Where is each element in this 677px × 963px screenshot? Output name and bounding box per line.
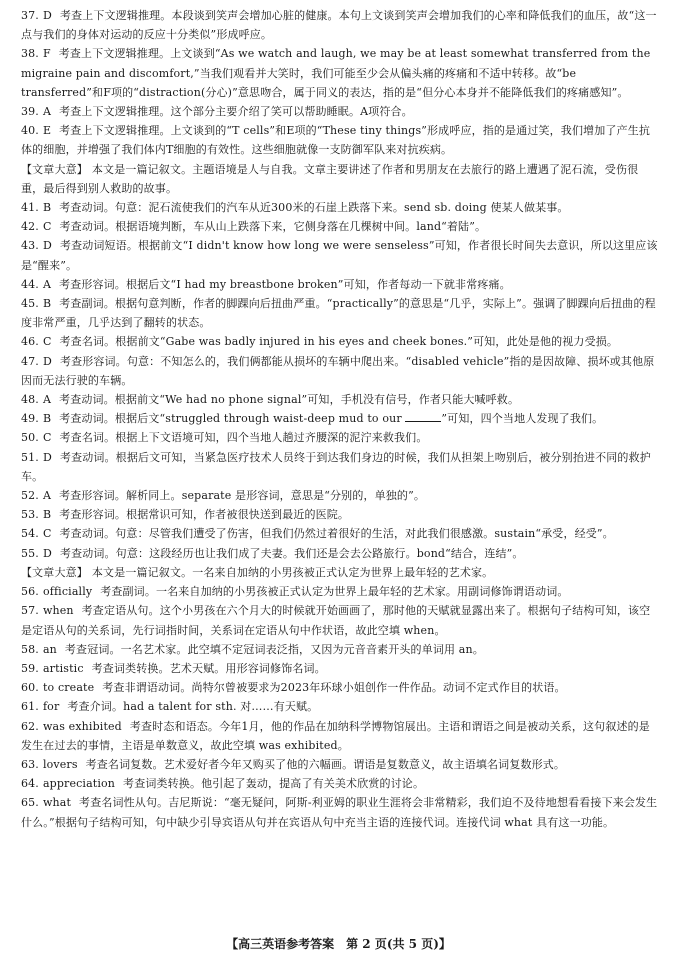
entry-answer: D <box>42 9 52 22</box>
entry-explanation: 考查上下文逻辑推理。这个部分主要介绍了笑可以帮助睡眠。A项符合。 <box>59 105 413 119</box>
answer-entry <box>21 582 658 601</box>
entry-explanation: 考查动词。根据前文“We had no phone signal”可知，手机没有信号，作者只能大喊呼救。 <box>59 393 520 407</box>
entry-number: 37. <box>21 9 39 22</box>
entry-explanation: 考查动词。根据语境判断，车从山上跌落下来，它侧身落在几棵树中间。land“着陆”。 <box>59 220 487 234</box>
entry-answer: A <box>42 489 52 503</box>
entry-answer: an <box>42 642 57 656</box>
entry-number: 43. <box>21 239 39 253</box>
entry-explanation: 考查时态和语态。今年1月，他的作品在加纳科学博物馆展出。主语和谓语之间是被动关系，这句叙述的是发生在过去的事情，主语是单数意义，故此空填 was exhibited。 <box>21 719 650 752</box>
answer-entry <box>21 352 658 390</box>
entry-explanation: 考查非谓语动词。尚特尔曾被要求为2023年环球小姐创作一件作品。动词不定式作目的状语。 <box>102 681 566 695</box>
entry-number: 63. <box>21 757 39 771</box>
entry-explanation: 考查动词。句意：泥石流使我们的汽车从近300米的石崖上跌落下来。send sb. doing 使某人做某事。 <box>59 201 569 215</box>
answer-entry <box>21 486 658 505</box>
answer-entry <box>21 275 658 294</box>
entry-explanation: 考查动词。句意：这段经历也让我们成了夫妻。我们还是会去公路旅行。bond“结合，连结”。 <box>59 546 524 560</box>
answer-entry <box>21 390 658 409</box>
entry-explanation: 考查名词性从句。吉尼斯说：“毫无疑问，阿斯-利亚姆的职业生涯将会非常精彩，我们迫不及待地想看看接下来会发生什么。”根据句子结构可知，句中缺少引导宾语从句并在宾语从句中充当主语的连接代词。连接代词 what 具有这一功能。 <box>21 796 658 829</box>
answer-entry <box>21 102 658 121</box>
entry-answer: officially <box>42 585 93 599</box>
answer-entry <box>21 544 658 563</box>
entry-number: 46. <box>21 335 39 349</box>
answer-entry <box>21 294 658 332</box>
entry-number: 50. <box>21 431 39 445</box>
entry-number: 55. <box>21 546 39 560</box>
entry-explanation: 考查动词。根据后文可知，当紧急医疗技术人员终于到达我们身边的时候，我们从担架上吻别后，被分别抬进不同的救护车。 <box>21 450 651 483</box>
entry-explanation: 考查形容词。根据常识可知，作者被很快送到最近的医院。 <box>59 508 350 522</box>
answer-entry <box>21 505 658 524</box>
entry-explanation: 考查词类转换。他引起了轰动，提高了有关美术欣赏的讨论。 <box>123 777 425 791</box>
entry-answer: C <box>42 220 52 234</box>
entry-answer: D <box>42 354 52 368</box>
entry-number: 57. <box>21 604 39 618</box>
entry-explanation: 考查上下文逻辑推理。本段谈到笑声会增加心脏的健康。本句上文谈到笑声会增加我们的心率和降低我们的血压，故“这一点与我们的身体对运动的反应十分类似”形成呼应。 <box>21 9 657 42</box>
entry-explanation: 本文是一篇记叙文。主题语境是人与自我。文章主要讲述了作者和男朋友在去旅行的路上遭遇了泥石流，受伤很重，最后得到别人救助的故事。 <box>21 162 639 195</box>
entry-answer: A <box>42 105 52 119</box>
answer-entry <box>21 697 658 716</box>
answer-key-body <box>21 6 658 832</box>
entry-number: 60. <box>21 681 39 695</box>
entry-answer: lovers <box>42 757 78 771</box>
entry-answer: to create <box>42 681 95 695</box>
entry-explanation: 考查名词。根据上下文语境可知，四个当地人趟过齐腰深的泥泞来救我们。 <box>59 431 428 445</box>
entry-explanation: 考查冠词。一名艺术家。此空填不定冠词表泛指，又因为元音音素开头的单词用 an。 <box>64 642 484 656</box>
entry-answer: was exhibited <box>42 719 122 733</box>
answer-entry <box>21 428 658 447</box>
entry-answer: D <box>42 450 52 464</box>
entry-number: 56. <box>21 585 39 599</box>
entry-number: 【文章大意】 <box>21 565 88 579</box>
entry-answer: when <box>42 604 74 618</box>
entry-number: 48. <box>21 393 39 407</box>
entry-number: 51. <box>21 450 39 464</box>
entry-answer: F <box>42 47 51 61</box>
entry-answer: C <box>42 527 52 541</box>
entry-explanation: 考查上下文逻辑推理。上文谈到“As we watch and laugh, we may be at least somewhat transferred from the migraine pain and discomfort,”当我们观看并大笑时，我们可能至少会从偏头痛的疼痛和不适中转移。故“be transferred”和F项的“distraction(分心)”意思吻合，属于同义的表达，指的是“但分心本身并不能降低我们的疼痛感知”。 <box>21 47 651 99</box>
entry-answer: B <box>42 508 52 522</box>
answer-entry <box>21 793 658 831</box>
entry-explanation: 考查副词。根据句意判断，作者的脚踝向后扭曲严重。“practically”的意思是“几乎，实际上”。强调了脚踝向后扭曲的程度非常严重，几乎达到了翻转的状态。 <box>21 297 656 330</box>
entry-answer: C <box>42 335 52 349</box>
entry-answer: C <box>42 431 52 445</box>
fill-in-blank <box>405 410 441 422</box>
entry-number: 54. <box>21 527 39 541</box>
entry-number: 44. <box>21 277 39 291</box>
entry-explanation: 考查名词。根据前文“Gabe was badly injured in his eyes and cheek bones.”可知，此处是他的视力受损。 <box>59 335 619 349</box>
entry-number: 38. <box>21 47 39 61</box>
entry-number: 58. <box>21 642 39 656</box>
entry-number: 65. <box>21 796 39 810</box>
answer-entry <box>21 601 658 639</box>
answer-entry <box>21 6 658 44</box>
entry-number: 62. <box>21 719 39 733</box>
entry-answer: appreciation <box>42 777 116 791</box>
entry-answer: A <box>42 277 52 291</box>
entry-explanation: 考查动词。根据后文“struggled through waist-deep mud to our ”可知，四个当地人发现了我们。 <box>59 412 604 426</box>
answer-entry <box>21 44 658 102</box>
entry-number: 52. <box>21 489 39 503</box>
entry-number: 39. <box>21 105 39 119</box>
entry-explanation: 考查形容词。句意：不知怎么的，我们俩都能从损坏的车辆中爬出来。“disabled vehicle”指的是因故障、损坏或其他原因而无法行驶的车辆。 <box>21 354 655 387</box>
entry-answer: D <box>42 239 52 253</box>
entry-number: 42. <box>21 220 39 234</box>
answer-entry <box>21 121 658 159</box>
entry-explanation: 考查定语从句。这个小男孩在六个月大的时候就开始画画了，那时他的天赋就显露出来了。根据句子结构可知，该空是定语从句的关系词，先行词指时间，关系词在定语从句中作状语，故此空填 when。 <box>21 604 651 637</box>
entry-answer: B <box>42 297 52 311</box>
entry-answer: B <box>42 412 52 426</box>
entry-answer: D <box>42 546 52 560</box>
entry-number: 53. <box>21 508 39 522</box>
entry-number: 47. <box>21 354 39 368</box>
entry-explanation: 考查介词。had a talent for sth. 对……有天赋。 <box>67 700 319 714</box>
entry-explanation: 考查动词。句意：尽管我们遭受了伤害，但我们仍然过着很好的生活，对此我们很感激。sustain“承受，经受”。 <box>59 527 614 541</box>
entry-explanation: 考查形容词。根据后文“I had my breastbone broken”可知，作者每动一下就非常疼痛。 <box>59 277 511 291</box>
answer-entry <box>21 524 658 543</box>
entry-explanation: 考查动词短语。根据前文“I didn't know how long we were senseless”可知，作者很长时间失去意识，所以这里应该是“醒来”。 <box>21 239 658 272</box>
answer-entry <box>21 659 658 678</box>
answer-entry <box>21 448 658 486</box>
entry-number: 59. <box>21 661 39 675</box>
entry-answer: E <box>42 124 52 138</box>
entry-explanation: 考查词类转换。艺术天赋。用形容词修饰名词。 <box>91 661 326 675</box>
entry-explanation: 考查名词复数。艺术爱好者今年又购买了他的六幅画。谓语是复数意义，故主语填名词复数形式。 <box>85 757 566 771</box>
entry-number: 45. <box>21 297 39 311</box>
entry-answer: B <box>42 201 52 215</box>
answer-entry <box>21 678 658 697</box>
article-summary <box>21 160 658 198</box>
entry-answer: A <box>42 393 52 407</box>
answer-entry <box>21 774 658 793</box>
page-footer: 【高三英语参考答案 第 2 页(共 5 页)】 <box>226 937 451 951</box>
entry-number: 40. <box>21 124 39 138</box>
entry-explanation: 本文是一篇记叙文。一名来自加纳的小男孩被正式认定为世界上最年轻的艺术家。 <box>91 565 494 579</box>
entry-explanation: 考查副词。一名来自加纳的小男孩被正式认定为世界上最年轻的艺术家。用副词修饰谓语动词。 <box>100 585 569 599</box>
entry-number: 64. <box>21 777 39 791</box>
entry-number: 61. <box>21 700 39 714</box>
entry-number: 【文章大意】 <box>21 162 88 176</box>
entry-number: 49. <box>21 412 39 426</box>
answer-entry <box>21 409 658 428</box>
answer-entry <box>21 755 658 774</box>
answer-entry <box>21 332 658 351</box>
article-summary <box>21 563 658 582</box>
answer-entry <box>21 217 658 236</box>
entry-answer: what <box>42 796 72 810</box>
answer-entry <box>21 198 658 217</box>
entry-answer: for <box>42 700 60 714</box>
answer-entry <box>21 717 658 755</box>
answer-entry <box>21 236 658 274</box>
entry-explanation: 考查上下文逻辑推理。上文谈到的“T cells”和E项的“These tiny things”形成呼应，指的是通过笑，我们增加了产生抗体的细胞，并增强了我们体内T细胞的有效性。这些细胞就像一支防御军队来对抗疾病。 <box>21 124 651 157</box>
entry-number: 41. <box>21 201 39 215</box>
entry-explanation: 考查形容词。解析同上。separate 是形容词，意思是“分别的，单独的”。 <box>59 489 426 503</box>
entry-answer: artistic <box>42 661 84 675</box>
answer-entry <box>21 640 658 659</box>
